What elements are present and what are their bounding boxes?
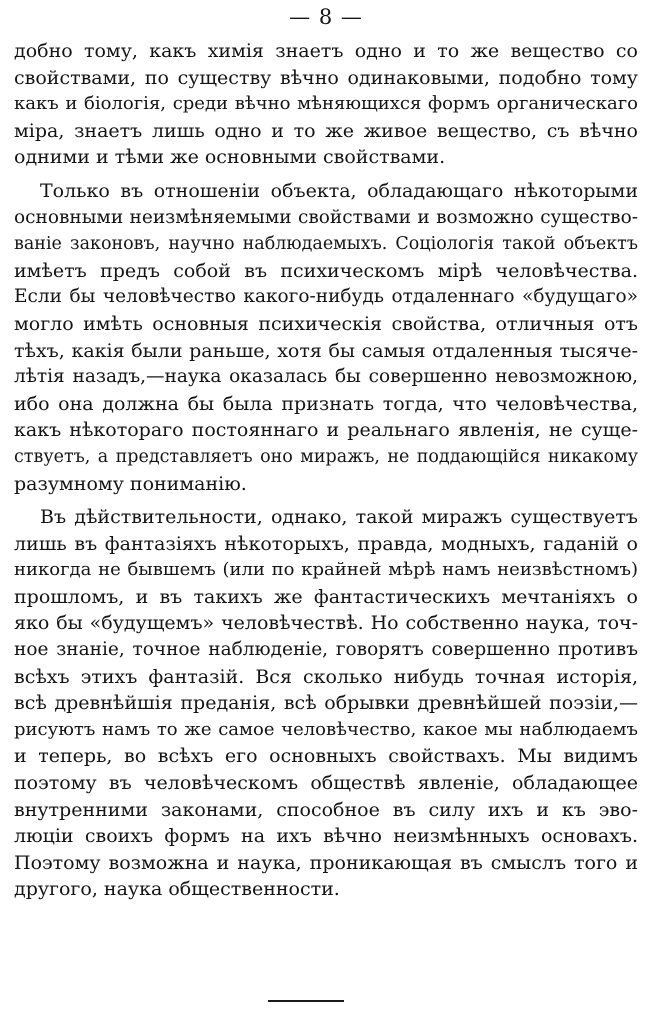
body-text xyxy=(14,38,638,903)
text-line: люціи своихъ формъ на ихъ вѣчно неизмѣнныхъ основахъ. xyxy=(14,825,638,848)
text-line: ваніе законовъ, научно наблюдаемыхъ. Соціологія такой объектъ xyxy=(14,234,638,255)
text-line: имѣетъ предъ собой въ психическомъ мірѣ человѣчества. xyxy=(14,259,638,282)
footer-rule xyxy=(268,1000,344,1002)
text-line: Поэтому возможна и наука, проникающая въ смыслъ того и xyxy=(14,851,638,874)
text-line: внутренними законами, способное въ силу ихъ и къ эво- xyxy=(14,798,638,821)
text-line: Если бы человѣчество какого-нибудь отдаленнаго «будущаго» xyxy=(14,286,638,308)
text-line: свойствами, по существу вѣчно одинаковыми, подобно тому xyxy=(14,66,638,89)
paragraph-spacer xyxy=(14,171,638,178)
text-line: ное знаніе, точное наблюденіе, говорятъ совершенно противъ xyxy=(14,639,638,661)
text-line: другого, наука общественности. xyxy=(14,878,340,901)
text-line: прошломъ, и въ такихъ же фантастическихъ мечтаніяхъ о xyxy=(14,585,638,608)
text-line: Въ дѣйствительности, однако, такой миражъ существуетъ xyxy=(40,506,638,529)
text-line: ибо она должна бы была признать тогда, что человѣчества, xyxy=(14,392,638,415)
text-line: и теперь, во всѣхъ его основныхъ свойствахъ. Мы видимъ xyxy=(14,745,638,768)
text-line: Только въ отношеніи объекта, обладающаго нѣкоторыми xyxy=(40,179,638,202)
text-line: ствуетъ, а представляетъ оно миражъ, не поддающійся никакому xyxy=(14,446,638,467)
text-line: основными неизмѣняемыми свойствами и возможно существо- xyxy=(14,206,638,228)
page-number: — 8 — xyxy=(289,5,363,29)
text-line: никогда не бывшемъ (или по крайней мѣрѣ намъ неизвѣстномъ) xyxy=(14,559,638,581)
text-line: добно тому, какъ химія знаетъ одно и то же вещество со xyxy=(14,40,638,62)
text-line: какъ и біологія, среди вѣчно мѣняющихся формъ органическаго xyxy=(14,93,638,115)
paragraph-spacer xyxy=(14,497,638,504)
text-line: міра, знаетъ лишь одно и то же живое вещество, съ вѣчно xyxy=(14,119,638,142)
text-line: одними и тѣми же основными свойствами. xyxy=(14,146,446,169)
text-line: лишь въ фантазіяхъ нѣкоторыхъ, правда, модныхъ, гаданій о xyxy=(14,532,638,555)
text-line: яко бы «будущемъ» человѣчествѣ. Но собственно наука, точ- xyxy=(14,612,638,635)
text-line: разумному пониманію. xyxy=(14,472,247,495)
paragraph-2 xyxy=(14,178,638,497)
paragraph-3 xyxy=(14,504,638,903)
text-line: тѣхъ, какія были раньше, хотя бы самыя отдаленныя тысяче- xyxy=(14,339,638,362)
text-line: рисуютъ намъ то же самое человѣчество, какое мы наблюдаемъ xyxy=(14,718,638,740)
text-line: лѣтія назадъ,—наука оказалась бы совершенно невозможною, xyxy=(14,366,638,388)
text-line: всѣ древнѣйшія преданія, всѣ обрывки древнѣйшей поэзіи,— xyxy=(14,692,638,715)
text-line: поэтому въ человѣческомъ обществѣ явленіе, обладающее xyxy=(14,772,638,795)
text-line: могло имѣть основныя психическія свойства, отличныя отъ xyxy=(14,312,638,335)
text-line: всѣхъ этихъ фантазій. Вся сколько нибудь точная исторія, xyxy=(14,665,638,688)
paragraph-1 xyxy=(14,38,638,171)
text-line: какъ нѣкотораго постояннаго и реальнаго явленія, не суще- xyxy=(14,419,638,442)
